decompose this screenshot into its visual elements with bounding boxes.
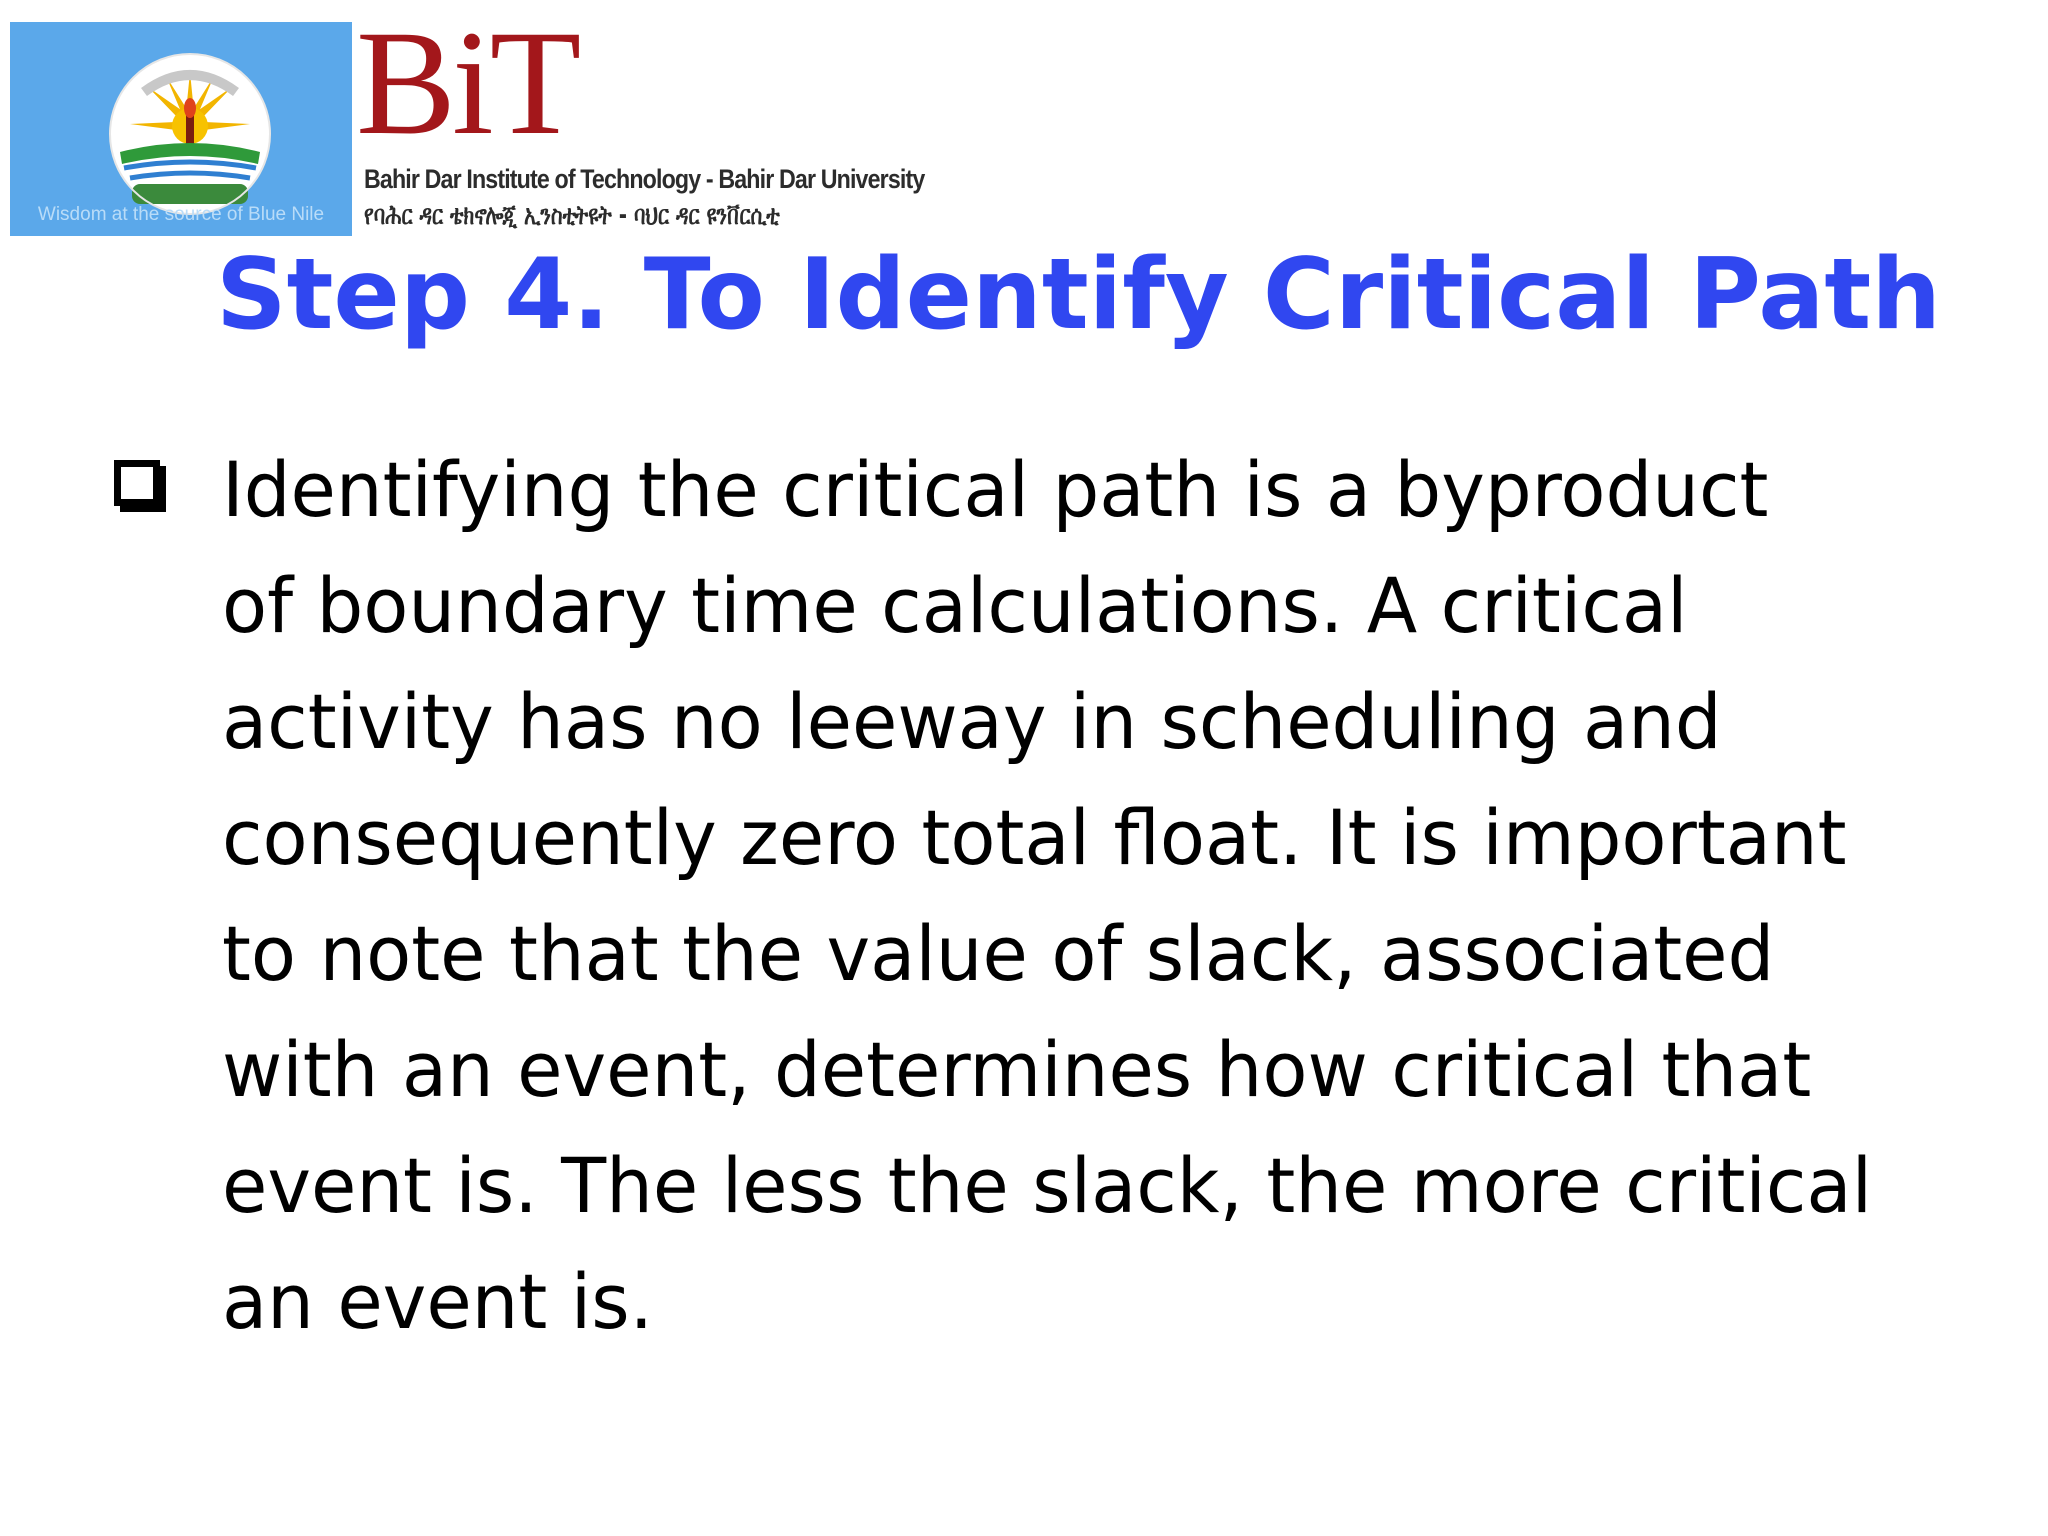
bullet-paragraph [222, 432, 1958, 1360]
bullet-line: with an event, determines how critical that [222, 1025, 1812, 1114]
slide-title: Step 4. To Identify Critical Path [216, 238, 1942, 352]
bullet-line: Identifying the critical path is a byproduct [222, 445, 1769, 534]
institute-name-amharic: የባሕር ዳር ቴክኖሎጂ ኢንስቲትዩት - ባህር ዳር ዩንቨርሲቲ [364, 200, 780, 231]
bullet-line: activity has no leeway in scheduling and [222, 677, 1722, 766]
bullet-line: to note that the value of slack, associated [222, 909, 1775, 998]
university-emblem-icon [108, 52, 272, 216]
bullet-line: an event is. [222, 1257, 654, 1346]
bit-wordmark: BiT [356, 0, 578, 166]
logo-panel [10, 22, 352, 236]
bullet-line: event is. The less the slack, the more critical [222, 1141, 1873, 1230]
logo-motto: Wisdom at the source of Blue Nile [37, 204, 325, 225]
bullet-line: of boundary time calculations. A critical [222, 561, 1688, 650]
institute-name-english: Bahir Dar Institute of Technology - Bahir Dar University [364, 164, 925, 194]
square-bullet-icon [114, 460, 160, 506]
bullet-line: consequently zero total float. It is important [222, 793, 1847, 882]
